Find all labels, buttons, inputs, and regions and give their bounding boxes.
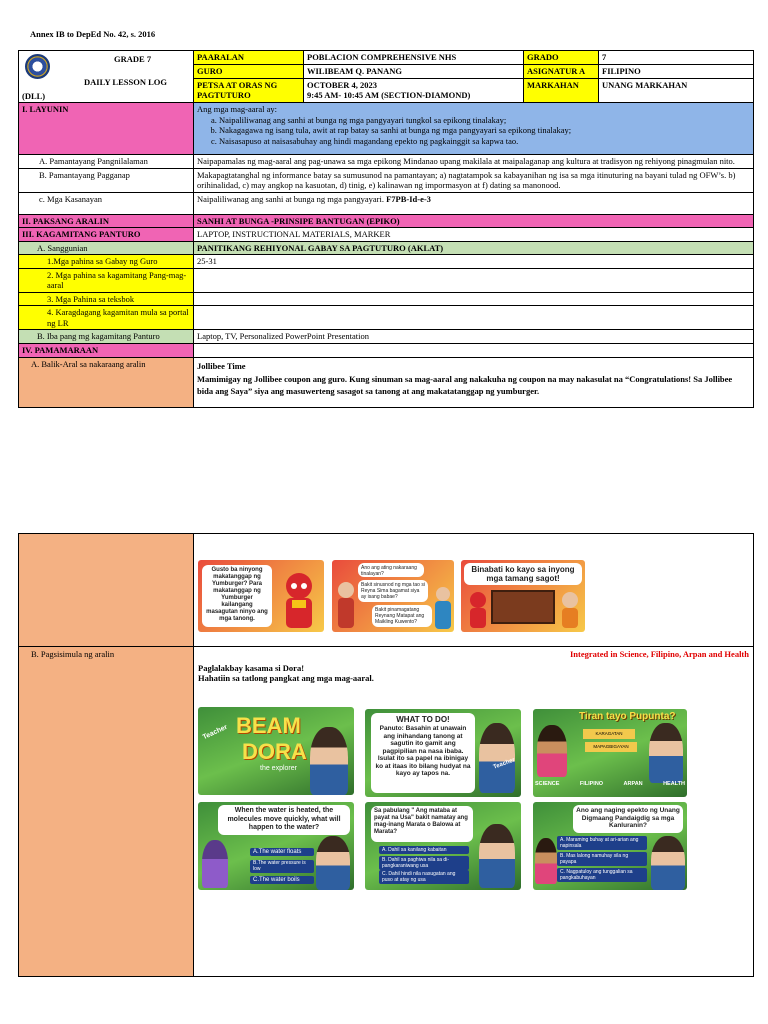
dora-character — [535, 838, 557, 884]
pamantayan-pagganap-value: Makapagtatanghal ng informance batay sa sumusunod na pamantayan; a) nagtatampok sa kabayanihan ng isa sa mga itinuturing na bayani tulad ng OFW’s. b) orihinalidad, c) may angkop na kasuotan, d) tinig, e) kalinawan ng impormasyon at f) dating sa manonood. — [194, 168, 754, 192]
answer-option: A.The water floats — [250, 848, 314, 856]
teacher-photo — [649, 723, 683, 783]
markahan-label: MARKAHAN — [524, 78, 599, 103]
answer-option: B.The water pressure is low — [250, 860, 314, 873]
asignatura-label: ASIGNATUR A — [524, 64, 599, 78]
subject-filipino: FILIPINO — [579, 781, 604, 787]
layunin-label: I. LAYUNIN — [19, 103, 194, 155]
dora-slide-2 — [365, 709, 521, 797]
pamantayan-nilalaman-label: A. Pamantayang Pangnilalaman — [19, 155, 194, 169]
dora-slide-5 — [365, 802, 521, 890]
sanggunian-label: A. Sanggunian — [19, 241, 194, 255]
list-item: a. Naipaliliwanag ang sanhi at bunga ng mga pangyayari tungkol sa epikong tinalakay; — [219, 115, 750, 126]
answer-option: C. Nagpatuloy ang tunggalian sa pangkabuhayan — [557, 868, 647, 882]
layunin-content — [194, 103, 754, 155]
paksa-label: II. PAKSANG ARALIN — [19, 214, 194, 228]
karagdagang-value — [194, 306, 754, 330]
kasanayan-code: F7PB-Id-e-3 — [386, 193, 431, 204]
answer-option: C.The water boils — [250, 876, 314, 884]
guro-value: WILIBEAM Q. PANANG — [304, 64, 524, 78]
guro-label: GURO — [194, 64, 304, 78]
daily-lesson-log-table — [18, 50, 754, 408]
teacher-photo — [479, 824, 515, 888]
slide-title: Tiran tayo Pupunta? — [579, 711, 676, 722]
slide-question-2: Bakit sinusnod ng mga tao si Reyna Sima bagamat siya ay isang babae? — [358, 580, 428, 602]
character-icon — [557, 590, 583, 630]
slide-subtitle: the explorer — [260, 765, 297, 772]
paaralan-label: PAARALAN — [194, 51, 304, 65]
instructions-card — [371, 713, 475, 793]
karagdagang-label: 4. Karagdagang kagamitan mula sa portal ng LR — [19, 306, 194, 330]
layunin-intro: Ang mga mag-aaral ay: — [197, 104, 278, 114]
asignatura-value: FILIPINO — [599, 64, 754, 78]
list-item: b. Nakagagawa ng isang tula, awit at rap batay sa sanhi at bunga ng mga pangyayari sa epikong tinalakay; — [219, 125, 750, 136]
annex-reference: Annex IB to DepEd No. 42, s. 2016 — [30, 29, 156, 39]
grado-label: GRADO — [524, 51, 599, 65]
subject-arpan: ARPAN — [623, 781, 643, 787]
character-icon — [334, 580, 358, 630]
markahan-value: UNANG MARKAHAN — [599, 78, 754, 103]
store-front — [491, 590, 555, 624]
teksbok-value — [194, 292, 754, 306]
integrated-note: Integrated in Science, Filipino, Arpan and Health — [570, 649, 749, 659]
deped-seal-icon — [25, 54, 50, 79]
log-header-cell — [19, 51, 194, 103]
teacher-photo — [651, 836, 685, 890]
pagsisimula-line1: Paglalakbay kasama si Dora! — [198, 662, 305, 673]
log-title: DAILY LESSON LOG — [84, 77, 167, 87]
pamantayan-pagganap-label: B. Pamantayang Pagganap — [19, 168, 194, 192]
slide-congrats: Binabati ko kayo sa inyong mga tamang sagot! — [464, 563, 582, 585]
teacher-tag: Teacher — [201, 723, 229, 742]
teacher-photo — [316, 836, 350, 890]
slide-question-3: Bakit pinamagatang Reynang Matapat ang Maikling Kuwento? — [372, 605, 432, 627]
slide-title-dora: DORA — [242, 739, 307, 764]
dora-slide-1 — [198, 707, 354, 795]
boots-character — [202, 840, 228, 888]
kasanayan-text: Naipaliliwanag ang sanhi at bunga ng mga pangyayari. — [197, 193, 384, 204]
dora-slide-6 — [533, 802, 687, 890]
paksa-value: SANHI AT BUNGA -PRINSIPE BANTUGAN (EPIKO) — [194, 214, 754, 228]
balik-aral-label: A. Balik-Aral sa nakaraang aralin — [19, 357, 194, 407]
slide-title-beam: BEAM — [236, 713, 301, 738]
signpost-2: MAPAGBIGAYAN — [585, 742, 637, 752]
answer-option: B. Mas lalong namuhay sila ng payapa — [557, 852, 647, 866]
petsa-value — [304, 78, 524, 103]
jollibee-slides-label-cell — [19, 534, 194, 647]
slide-question-1: Ano ang ating nakaraang tinalayan? — [358, 563, 424, 577]
kasanayan-value — [194, 192, 754, 214]
teksbok-label: 3. Mga Pahina sa teksbok — [19, 292, 194, 306]
layunin-list — [219, 115, 750, 147]
list-item: c. Naisasapuso at naisasabuhay ang hindi magandang epekto ng pagkainggit sa kapwa tao. — [219, 136, 750, 147]
pagsisimula-label: B. Pagsisimula ng aralin — [19, 647, 194, 977]
iba-pang-value: Laptop, TV, Personalized PowerPoint Presentation — [194, 330, 754, 344]
jollibee-slide-2 — [332, 560, 454, 632]
jollibee-slide-1 — [198, 560, 324, 632]
petsa-date: OCTOBER 4, 2023 — [307, 79, 377, 90]
gabay-value: 25-31 — [194, 255, 754, 269]
subject-science: SCIENCE — [535, 781, 560, 787]
answer-option: A. Maraming buhay at ari-arian ang napinsala — [557, 836, 647, 850]
pamantayan-nilalaman-value: Naipapamalas ng mag-aaral ang pag-unawa sa mga epikong Mindanao upang makilala at maipalaganap ang kultura at tradisyon ng rehiyong pinagmulan nito. — [194, 155, 754, 169]
slide-question: Sa pabulang " Ang mataba at payat na Usa" bakit namatay ang mag-inang Marata o Balowa at Marata? — [371, 806, 473, 842]
answer-option: A. Dahil sa kanilang kabaitan — [379, 846, 469, 854]
answer-option: B. Dahil sa paghiwa nila sa di-pangkaraniwang usa — [379, 856, 469, 870]
kagamitang-mag-aaral-value — [194, 268, 754, 292]
slide-title: WHAT TO DO! — [396, 715, 450, 724]
balik-aral-content — [194, 357, 754, 407]
pamamaraan-empty — [194, 344, 754, 358]
petsa-time: 9:45 AM- 10:45 AM (SECTION-DIAMOND) — [307, 90, 471, 100]
subjects-row — [535, 781, 685, 795]
slide-instructions: Panuto: Basahin at unawain ang inihandang tanong at sagutin ito gamit ang pagpipilian na nasa ibaba. Isulat ito sa papel na ibinigay ko at itaas ito bilang hudyat na kayo ay tapos na. — [375, 725, 471, 777]
gabay-label: 1.Mga pahina sa Gabay ng Guro — [19, 255, 194, 269]
balik-aral-title: Jollibee Time — [197, 360, 246, 371]
grado-value: 7 — [599, 51, 754, 65]
kagamitang-mag-aaral-label: 2. Mga pahina sa kagamitang Pang-mag-aaral — [19, 268, 194, 292]
kagamitan-label: III. KAGAMITANG PANTURO — [19, 228, 194, 242]
character-icon — [432, 585, 454, 630]
teacher-photo — [310, 727, 348, 795]
jollibee-mascot-icon — [278, 570, 320, 630]
kasanayan-label: c. Mga Kasanayan — [19, 192, 194, 214]
answer-option: C. Dahil hindi nila nasugatan ang puso at atay ng usa — [379, 870, 469, 884]
iba-pang-label: B. Iba pang mg kagamitang Panturo — [19, 330, 194, 344]
jollibee-mascot-icon — [465, 590, 491, 630]
signpost-1: KARAGATAN — [583, 729, 635, 739]
subject-health: HEALTH — [663, 781, 685, 787]
dora-slide-4 — [198, 802, 354, 890]
petsa-label: PETSA AT ORAS NG PAGTUTURO — [194, 78, 304, 103]
dora-character — [537, 725, 567, 777]
teacher-tag: Teacher — [492, 757, 516, 771]
pamamaraan-label: IV. PAMAMARAAN — [19, 344, 194, 358]
pagsisimula-line2: Hahatiin sa tatlong pangkat ang mga mag-aaral. — [198, 673, 374, 683]
grade-title: GRADE 7 — [114, 54, 152, 64]
dora-slide-3 — [533, 709, 687, 797]
sanggunian-value: PANITIKANG REHIYONAL GABAY SA PAGTUTURO (AKLAT) — [194, 241, 754, 255]
slide-question: Ano ang naging epekto ng Unang Digmaang Pandaigdig sa mga Kanluranin? — [573, 805, 683, 833]
paaralan-value: POBLACION COMPREHENSIVE NHS — [304, 51, 524, 65]
kagamitan-value: LAPTOP, INSTRUCTIONAL MATERIALS, MARKER — [194, 228, 754, 242]
dll-abbrev: (DLL) — [22, 91, 46, 101]
slide-question: When the water is heated, the molecules move quickly, what will happen to the water? — [218, 805, 350, 835]
jollibee-slide-3 — [461, 560, 585, 632]
balik-aral-text: Mamimigay ng Jollibee coupon ang guro. Kung sinuman sa mag-aaral ang nakakuha ng coupon na may nakasulat na “Congratulations! Sa Jollibee bida ang Saya” siya ang masuwerteng sasagot sa tanong at ang makatatanggap ng yumburger. — [197, 374, 733, 396]
slide-text: Gusto ba ninyong makatanggap ng Yumburger? Para makatanggap ng Yumburger kailangang masagutan ninyo ang mga tanong. — [202, 565, 272, 627]
